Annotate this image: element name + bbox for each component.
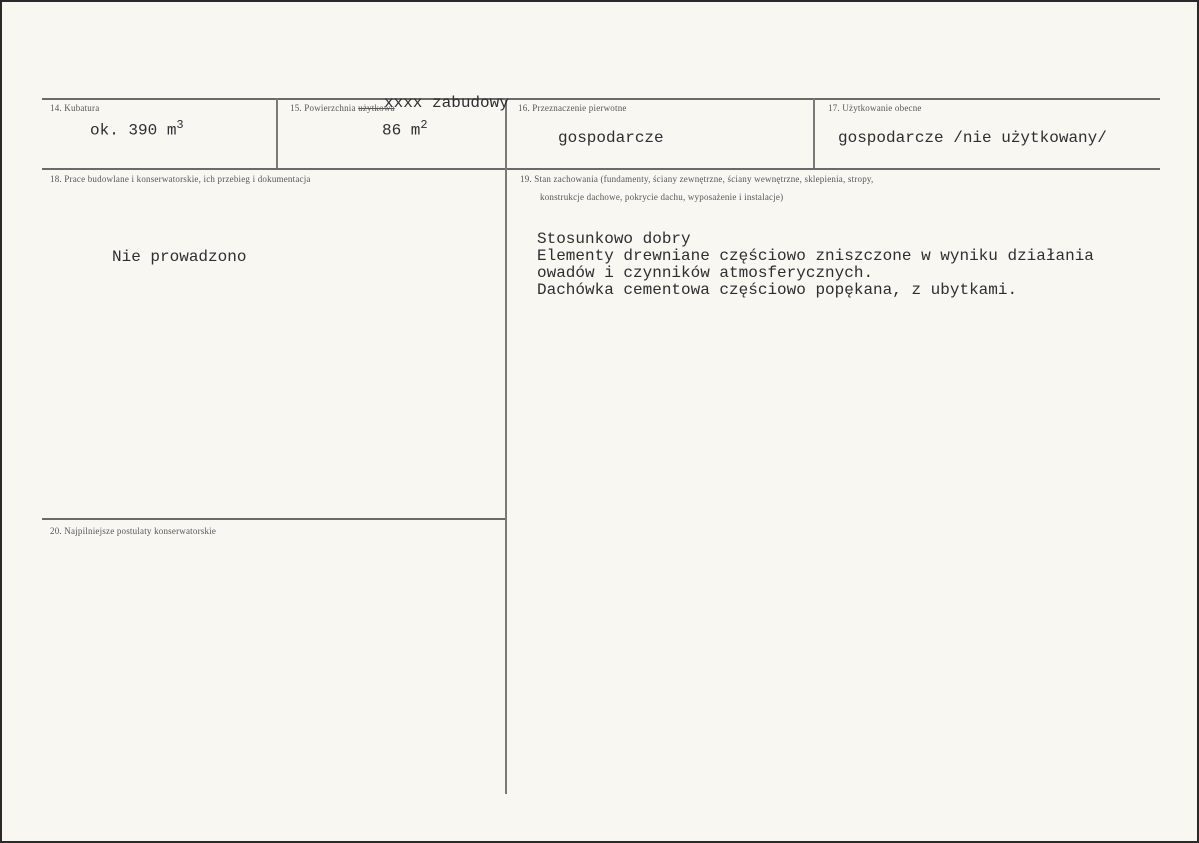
kubatura-value-text: ok. 390 m <box>90 121 177 140</box>
top-divider-3 <box>813 98 815 168</box>
prace-value: Nie prowadzono <box>112 248 247 266</box>
powierzchnia-label <box>290 103 395 113</box>
powierzchnia-value <box>382 118 428 139</box>
stan-line: Stosunkowo dobry <box>537 230 691 248</box>
powierzchnia-insert: zabudowy <box>432 94 509 112</box>
prace-label: 18. Prace budowlane i konserwatorskie, ich przebieg i dokumentacja <box>50 174 311 184</box>
left-column-divider <box>42 518 505 520</box>
przeznaczenie-label: 16. Przeznaczenie pierwotne <box>518 103 627 113</box>
powierzchnia-label-prefix: 15. Powierzchnia <box>290 103 356 113</box>
mid-row-border <box>42 168 1160 170</box>
powierzchnia-label-struck: użytkowa <box>358 103 395 113</box>
postulaty-label: 20. Najpilniejsze postulaty konserwatorskie <box>50 526 217 536</box>
stan-label-line1: 19. Stan zachowania (fundamenty, ściany zewnętrzne, ściany wewnętrzne, sklepienia, stropy, <box>520 174 874 184</box>
przeznaczenie-value: gospodarcze <box>558 129 664 147</box>
uzytkowanie-value: gospodarcze /nie użytkowany/ <box>838 129 1107 147</box>
stan-text <box>537 231 1094 299</box>
powierzchnia-overtype-x: xxxx <box>384 94 423 112</box>
top-row-border <box>42 98 1160 100</box>
powierzchnia-value-text: 86 m <box>382 121 421 140</box>
kubatura-unit-exponent: 3 <box>176 118 184 132</box>
kubatura-value <box>90 118 184 139</box>
kubatura-label: 14. Kubatura <box>50 103 100 113</box>
stan-label-line2: konstrukcje dachowe, pokrycie dachu, wyposażenie i instalacje) <box>540 192 784 202</box>
stan-line: Elementy drewniane częściowo zniszczone w wyniku działania <box>537 247 1094 265</box>
stan-line: Dachówka cementowa częściowo popękana, z ubytkami. <box>537 281 1018 299</box>
stan-line: owadów i czynników atmosferycznych. <box>537 264 874 282</box>
powierzchnia-unit-exponent: 2 <box>420 118 428 132</box>
powierzchnia-overtype <box>384 94 509 112</box>
uzytkowanie-label: 17. Użytkowanie obecne <box>828 103 922 113</box>
main-column-divider <box>505 98 507 794</box>
top-divider-1 <box>276 98 278 168</box>
